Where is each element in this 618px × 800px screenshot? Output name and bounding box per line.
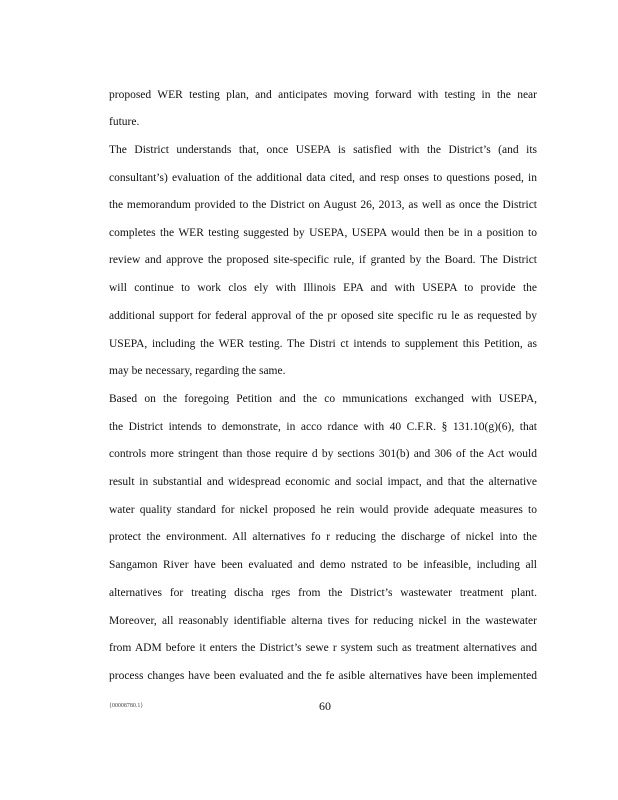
body-text-line: protect the environment. All alternatives fo r reducing the discharge of nickel into the bbox=[109, 531, 537, 543]
body-text-line: will continue to work clos ely with Illinois EPA and with USEPA to provide the bbox=[109, 282, 537, 294]
body-text-line: Based on the foregoing Petition and the co mmunications exchanged with USEPA, bbox=[109, 393, 537, 405]
body-text-line: process changes have been evaluated and the fe asible alternatives have been implemented bbox=[109, 670, 537, 682]
body-text-line: from ADM before it enters the District’s sewe r system such as treatment alternatives and bbox=[109, 642, 537, 654]
body-text-line: result in substantial and widespread economic and social impact, and that the alternative bbox=[109, 476, 537, 488]
body-text-line: water quality standard for nickel proposed he rein would provide adequate measures to bbox=[109, 504, 537, 516]
body-text-line: completes the WER testing suggested by USEPA, USEPA would then be in a position to bbox=[109, 227, 537, 239]
body-text-line: the District intends to demonstrate, in acco rdance with 40 C.F.R. § 131.10(g)(6), that bbox=[109, 421, 537, 433]
body-text-line: may be necessary, regarding the same. bbox=[109, 365, 286, 377]
body-text-line: alternatives for treating discha rges from the District’s wastewater treatment plant. bbox=[109, 587, 537, 599]
body-text-line: Sangamon River have been evaluated and demo nstrated to be infeasible, including all bbox=[109, 559, 537, 571]
body-text-line: The District understands that, once USEPA is satisfied with the District’s (and its bbox=[109, 144, 537, 156]
body-text-line: controls more stringent than those require d by sections 301(b) and 306 of the Act would bbox=[109, 448, 537, 460]
body-text-line: consultant’s) evaluation of the additional data cited, and resp onses to questions posed, in bbox=[109, 172, 537, 184]
page-number: 60 bbox=[319, 699, 331, 713]
body-text-line: future. bbox=[109, 116, 140, 128]
body-text-line: proposed WER testing plan, and anticipates moving forward with testing in the near bbox=[109, 89, 537, 101]
body-text-line: the memorandum provided to the District on August 26, 2013, as well as once the District bbox=[109, 199, 537, 211]
body-text-line: review and approve the proposed site-specific rule, if granted by the Board. The District bbox=[109, 254, 537, 266]
body-text-line: USEPA, including the WER testing. The Distri ct intends to supplement this Petition, as bbox=[109, 338, 537, 350]
body-text-line: additional support for federal approval of the pr oposed site specific ru le as requested by bbox=[109, 310, 537, 322]
document-code: {00008780.1} bbox=[109, 703, 144, 709]
body-text-line: Moreover, all reasonably identifiable alterna tives for reducing nickel in the wastewater bbox=[109, 615, 537, 627]
